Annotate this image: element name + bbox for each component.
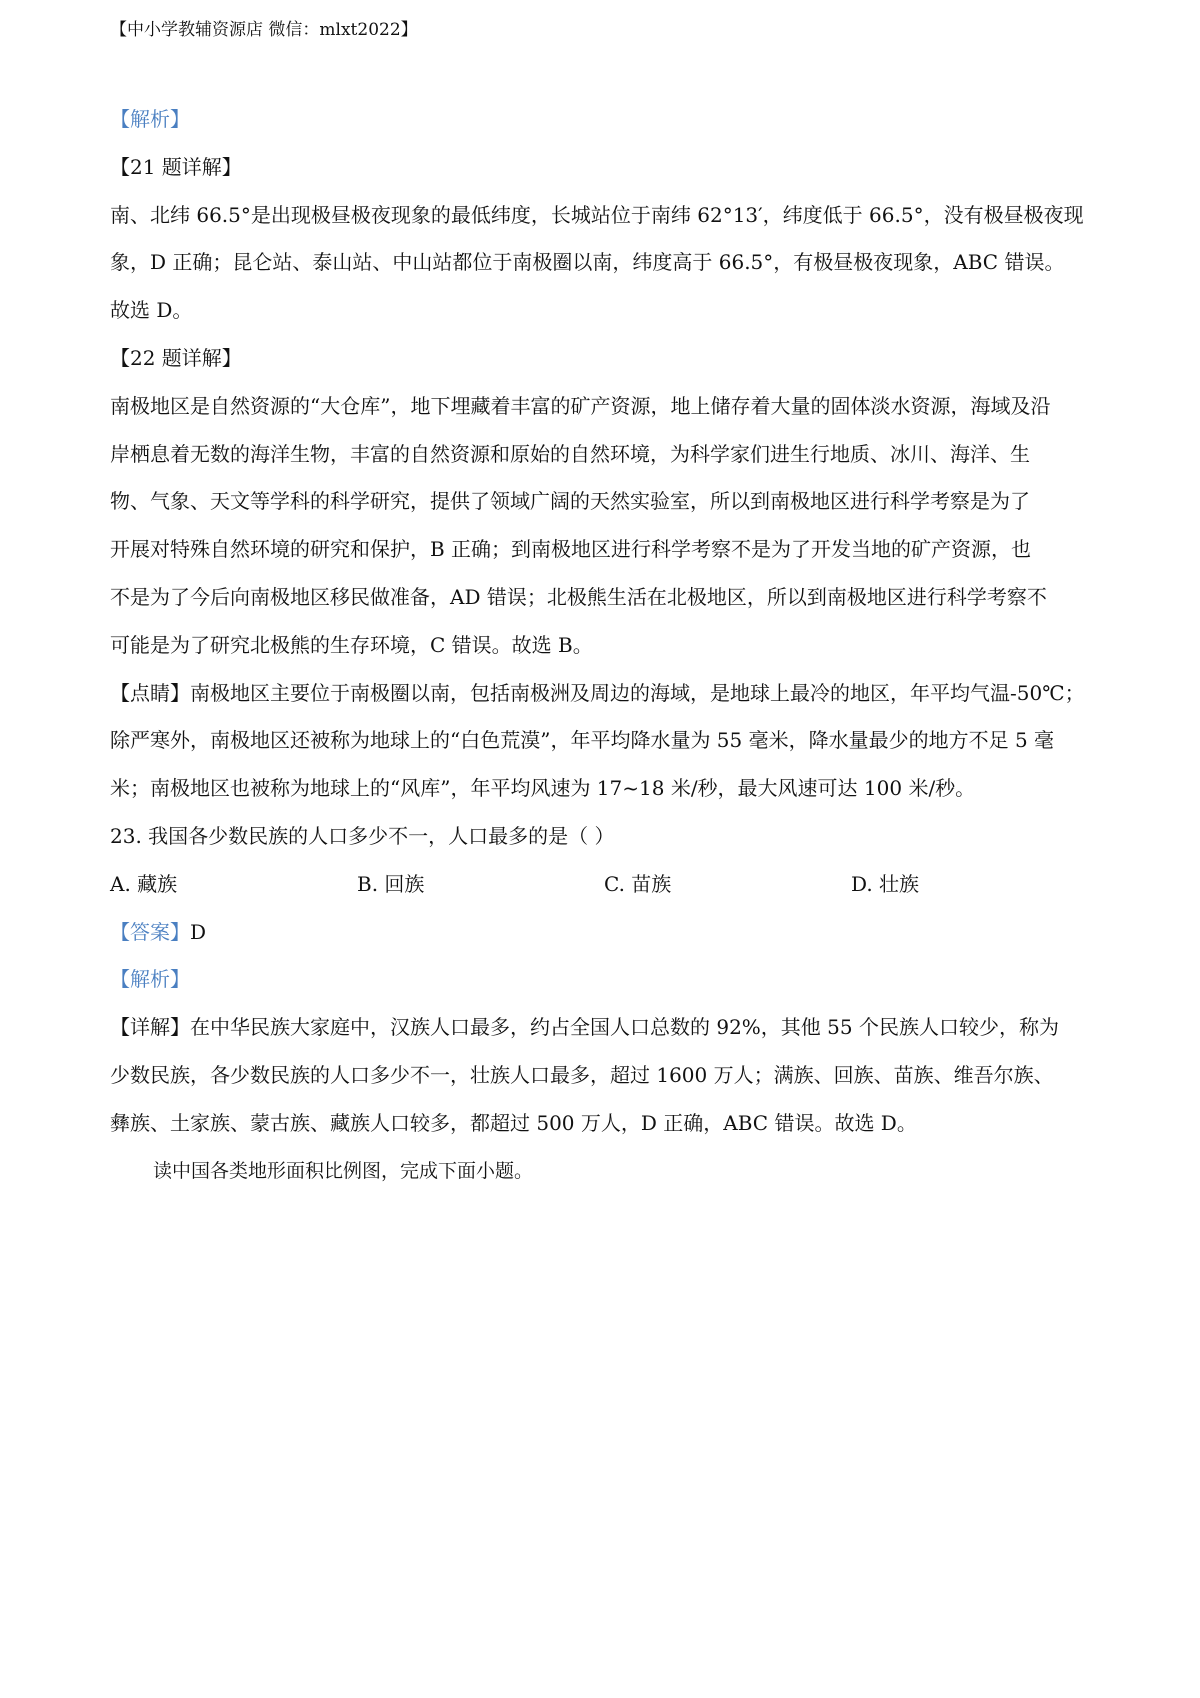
tip-text-line: 米；南极地区也被称为地球上的“风库”，年平均风速为 17~18 米/秒，最大风速可达 100 米/秒。 [110,776,976,801]
q22-heading: 【22 题详解】 [110,345,242,370]
q22-text-line: 不是为了今后向南极地区移民做准备，AD 错误；北极熊生活在北极地区，所以到南极地区进行科学考察不 [110,584,1047,609]
tip-text-line: 除严寒外，南极地区还被称为地球上的“白色荒漠”，年平均降水量为 55 毫米，降水量最少的地方不足 5 毫 [110,728,1055,753]
q23-stem: 23. 我国各少数民族的人口多少不一，人口最多的是（ ） [110,823,615,848]
q23-detail-line: 少数民族，各少数民族的人口多少不一，壮族人口最多，超过 1600 万人；满族、回族、苗族、维吾尔族、 [110,1062,1054,1087]
q22-text-line: 开展对特殊自然环境的研究和保护，B 正确；到南极地区进行科学考察不是为了开发当地的矿产资源，也 [110,537,1032,562]
analysis-label: 【解析】 [110,107,190,131]
q21-text-line: 故选 D。 [110,298,193,323]
q23-analysis-label: 【解析】 [110,967,190,992]
option-a: A. 藏族 [110,871,178,896]
q23-options [110,861,1100,909]
document-body [110,96,1100,1195]
source-watermark: 【中小学教辅资源店 微信：mlxt2022】 [110,20,418,40]
q23-detail-line: 彝族、土家族、蒙古族、藏族人口较多，都超过 500 万人，D 正确，ABC 错误。故选 D。 [110,1110,917,1135]
q23-answer [110,909,1100,957]
answer-value: D [190,919,207,944]
q22-text-line: 南极地区是自然资源的“大仓库”，地下埋藏着丰富的矿产资源，地上储存着大量的固体淡水资源，海域及沿 [110,393,1051,418]
q21-text-line: 南、北纬 66.5°是出现极昼极夜现象的最低纬度，长城站位于南纬 62°13′，纬度低于 66.5°，没有极昼极夜现 [110,202,1084,227]
option-b: B. 回族 [357,871,425,896]
tip-text-line: 【点睛】南极地区主要位于南极圈以南，包括南极洲及周边的海域，是地球上最冷的地区，年平均气温-50℃； [110,680,1085,705]
q22-text-line: 可能是为了研究北极熊的生存环境，C 错误。故选 B。 [110,632,593,657]
q23-detail-line: 【详解】在中华民族大家庭中，汉族人口最多，约占全国人口总数的 92%，其他 55 个民族人口较少，称为 [110,1015,1059,1040]
q21-heading: 【21 题详解】 [110,154,242,179]
answer-label: 【答案】 [110,919,190,944]
q22-text-line: 物、气象、天文等学科的科学研究，提供了领域广阔的天然实验室，所以到南极地区进行科学考察是为了 [110,489,1030,514]
option-c: C. 苗族 [604,871,672,896]
next-question-intro: 读中国各类地形面积比例图，完成下面小题。 [153,1159,534,1182]
q21-text-line: 象，D 正确；昆仑站、泰山站、中山站都位于南极圈以南，纬度高于 66.5°，有极昼极夜现象，ABC 错误。 [110,250,1065,275]
q22-text-line: 岸栖息着无数的海洋生物，丰富的自然资源和原始的自然环境，为科学家们进生行地质、冰川、海洋、生 [110,441,1030,466]
option-d: D. 壮族 [851,871,920,896]
